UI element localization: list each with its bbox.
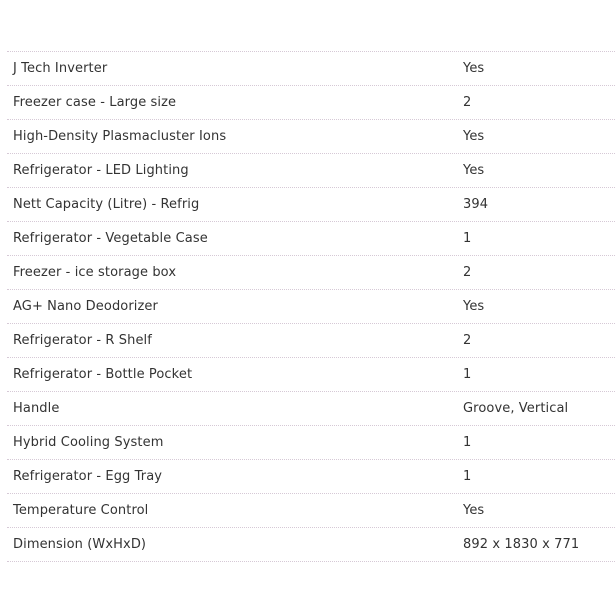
spec-label: Temperature Control [13,503,149,518]
spec-value: 394 [463,197,489,212]
spec-row-nano-deodorizer [7,290,615,324]
spec-row-egg-tray [7,460,615,494]
spec-row-nett-capacity [7,188,615,222]
spec-row-handle [7,392,615,426]
spec-row-j-tech-inverter [7,52,615,86]
spec-value: Yes [463,503,485,518]
spec-value: 2 [463,265,472,280]
spec-row-r-shelf [7,324,615,358]
spec-label: Refrigerator - R Shelf [13,333,152,348]
spec-value: 1 [463,469,472,484]
spec-label: Freezer case - Large size [13,95,177,110]
spec-value: Yes [463,163,485,178]
spec-value: Yes [463,61,485,76]
spec-row-bottle-pocket [7,358,615,392]
spec-row-vegetable-case [7,222,615,256]
spec-row-led-lighting [7,154,615,188]
spec-row-ice-storage-box [7,256,615,290]
spec-label: Refrigerator - Vegetable Case [13,231,208,246]
spec-value: Yes [463,129,485,144]
spec-label: Refrigerator - LED Lighting [13,163,189,178]
spec-label: High-Density Plasmacluster Ions [13,129,227,144]
spec-value: 2 [463,95,472,110]
spec-value: 892 x 1830 x 771 [463,537,580,552]
spec-value: Groove, Vertical [463,401,569,416]
spec-label: Hybrid Cooling System [13,435,164,450]
spec-row-freezer-case [7,86,615,120]
spec-row-hybrid-cooling [7,426,615,460]
spec-label: Nett Capacity (Litre) - Refrig [13,197,200,212]
spec-label: J Tech Inverter [13,61,108,76]
spec-value: 2 [463,333,472,348]
spec-table [7,51,615,562]
spec-label: Refrigerator - Bottle Pocket [13,367,193,382]
spec-value: Yes [463,299,485,314]
spec-row-plasmacluster [7,120,615,154]
spec-label: Freezer - ice storage box [13,265,177,280]
spec-label: AG+ Nano Deodorizer [13,299,158,314]
spec-label: Refrigerator - Egg Tray [13,469,163,484]
spec-value: 1 [463,231,472,246]
spec-row-dimension [7,528,615,562]
spec-label: Handle [13,401,60,416]
spec-value: 1 [463,367,472,382]
spec-row-temperature-control [7,494,615,528]
spec-label: Dimension (WxHxD) [13,537,147,552]
spec-value: 1 [463,435,472,450]
